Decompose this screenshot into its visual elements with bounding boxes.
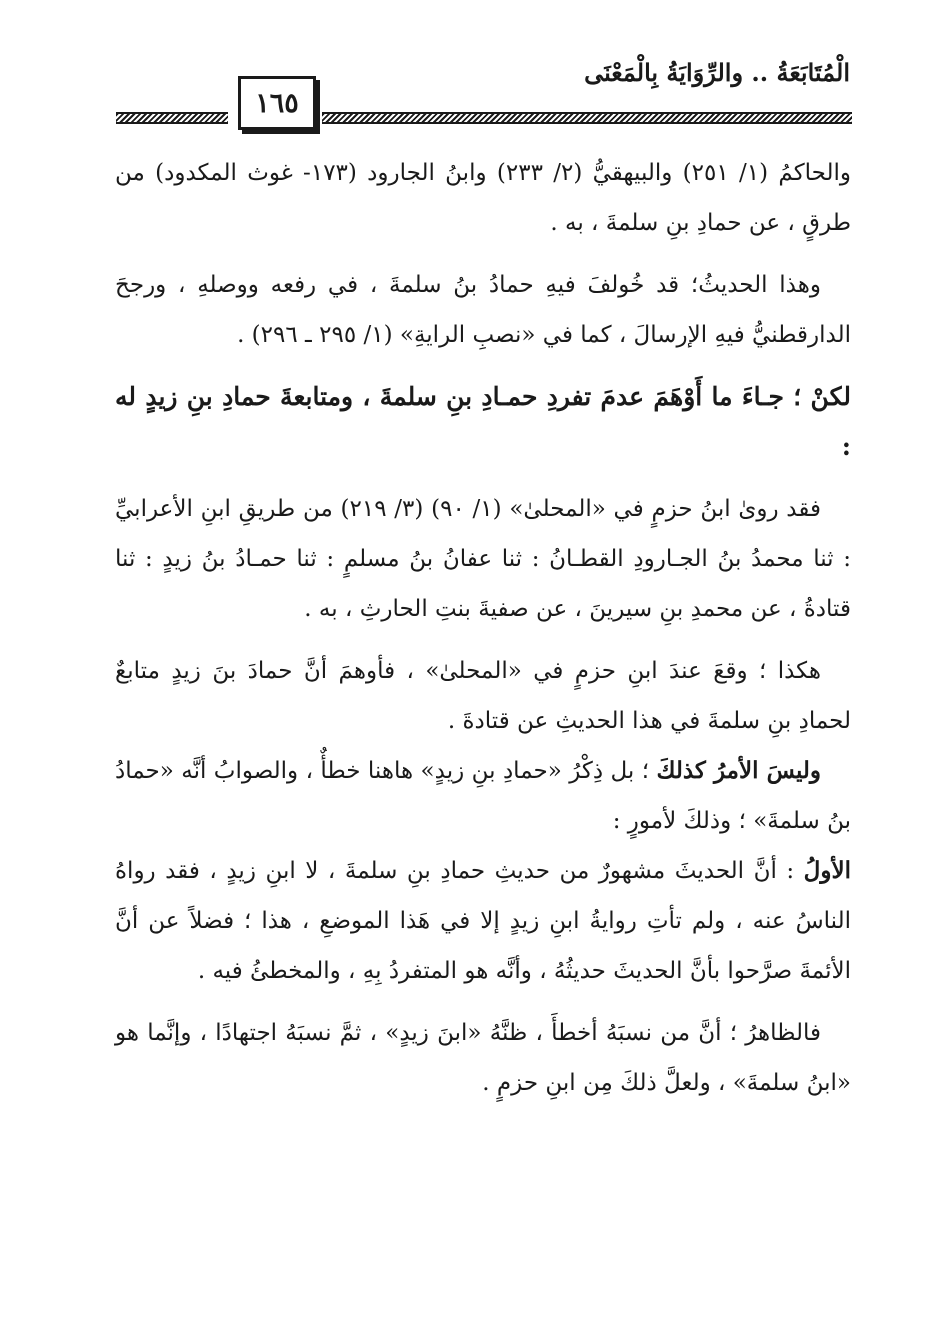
section-heading [115, 372, 851, 472]
paragraph-7-text: فالظاهرُ ؛ أنَّ من نسبَهُ أخطأَ ، ظنَّهُ «ابنَ زيدٍ» ، ثمَّ نسبَهُ اجتهادًا ، وإنَّما هو «ابنُ سلمةَ» ، ولعلَّ ذلكَ مِن ابنِ حزمٍ . [115, 1020, 851, 1096]
paragraph-6-lead: الأولُ [803, 857, 851, 884]
section-heading-text: لكنْ ؛ جـاءَ ما أَوْهَمَ عدمَ تفردِ حمـادِ بنِ سلمةَ ، ومتابعةَ حمادِ بنِ زيدٍ له : [115, 382, 851, 461]
paragraph-5-text: ؛ بل ذِكْرُ «حمادِ بنِ زيدٍ» هاهنا خطأٌ ، والصوابُ أنَّه «حمادُ بنُ سلمةَ» ؛ وذلكَ لأمورٍ : [115, 758, 851, 834]
paragraph-4-text: هكذا ؛ وقعَ عندَ ابنِ حزمٍ في «المحلىٰ» ، فأوهمَ أنَّ حمادَ بنَ زيدٍ متابعٌ لحمادِ بنِ سلمةَ في هذا الحديثِ عن قتادةَ . [115, 658, 851, 734]
paragraph-4 [115, 646, 851, 746]
body-text [115, 148, 851, 1108]
paragraph-2 [115, 260, 851, 360]
page-number: ١٦٥ [238, 76, 316, 130]
paragraph-6 [115, 846, 851, 996]
paragraph-1-text: والحاكمُ (١/ ٢٥١) والبيهقيُّ (٢/ ٢٣٣) وابنُ الجارود (١٧٣- غوث المكدود) من طرقٍ ، عن حمادِ بنِ سلمةَ ، به . [115, 160, 852, 236]
paragraph-6-text: : أنَّ الحديثَ مشهورٌ من حديثِ حمادِ بنِ سلمةَ ، لا ابنِ زيدٍ ، فقد رواهُ الناسُ عنه ، ولم تأتِ روايةُ ابنِ زيدٍ إلا في هَذا الموضعِ ، هذا ؛ فضلاً عن أنَّ الأئمةَ صرَّحوا بأنَّ الحديثَ حديثُهُ ، وأنَّه هو المتفردُ بِهِ ، والمخطئُ فيه . [115, 858, 851, 984]
paragraph-3 [115, 484, 851, 634]
header-rule-left [116, 112, 228, 124]
header-rule-right [322, 112, 852, 124]
paragraph-5 [115, 746, 851, 846]
paragraph-1 [115, 148, 851, 248]
paragraph-2-text: وهذا الحديثُ؛ قد خُولفَ فيهِ حمادُ بنُ سلمةَ ، في رفعه ووصلهِ ، ورجحَ الدارقطنيُّ فيهِ الإرسالَ ، كما في «نصبِ الرايةِ» (١/ ٢٩٥ ـ ٢٩٦) . [115, 272, 851, 348]
running-header-title: الْمُتَابَعَةُ .. والرِّوَايَةُ بِالْمَعْنَى [584, 58, 850, 87]
paragraph-7 [115, 1008, 851, 1108]
paragraph-3-text: فقد روىٰ ابنُ حزمٍ في «المحلىٰ» (١/ ٩٠) (٣/ ٢١٩) من طريقِ ابنِ الأعرابيِّ : ثنا محمدُ بنُ الجـارودِ القطـانُ : ثنا عفانُ بنُ مسلمٍ : ثنا حمـادُ بنُ زيدٍ : ثنا قتادةُ ، عن محمدِ بنِ سيرينَ ، عن صفيةَ بنتِ الحارثِ ، به . [115, 496, 851, 622]
paragraph-5-lead: وليسَ الأمرُ كذلكَ [656, 757, 822, 784]
